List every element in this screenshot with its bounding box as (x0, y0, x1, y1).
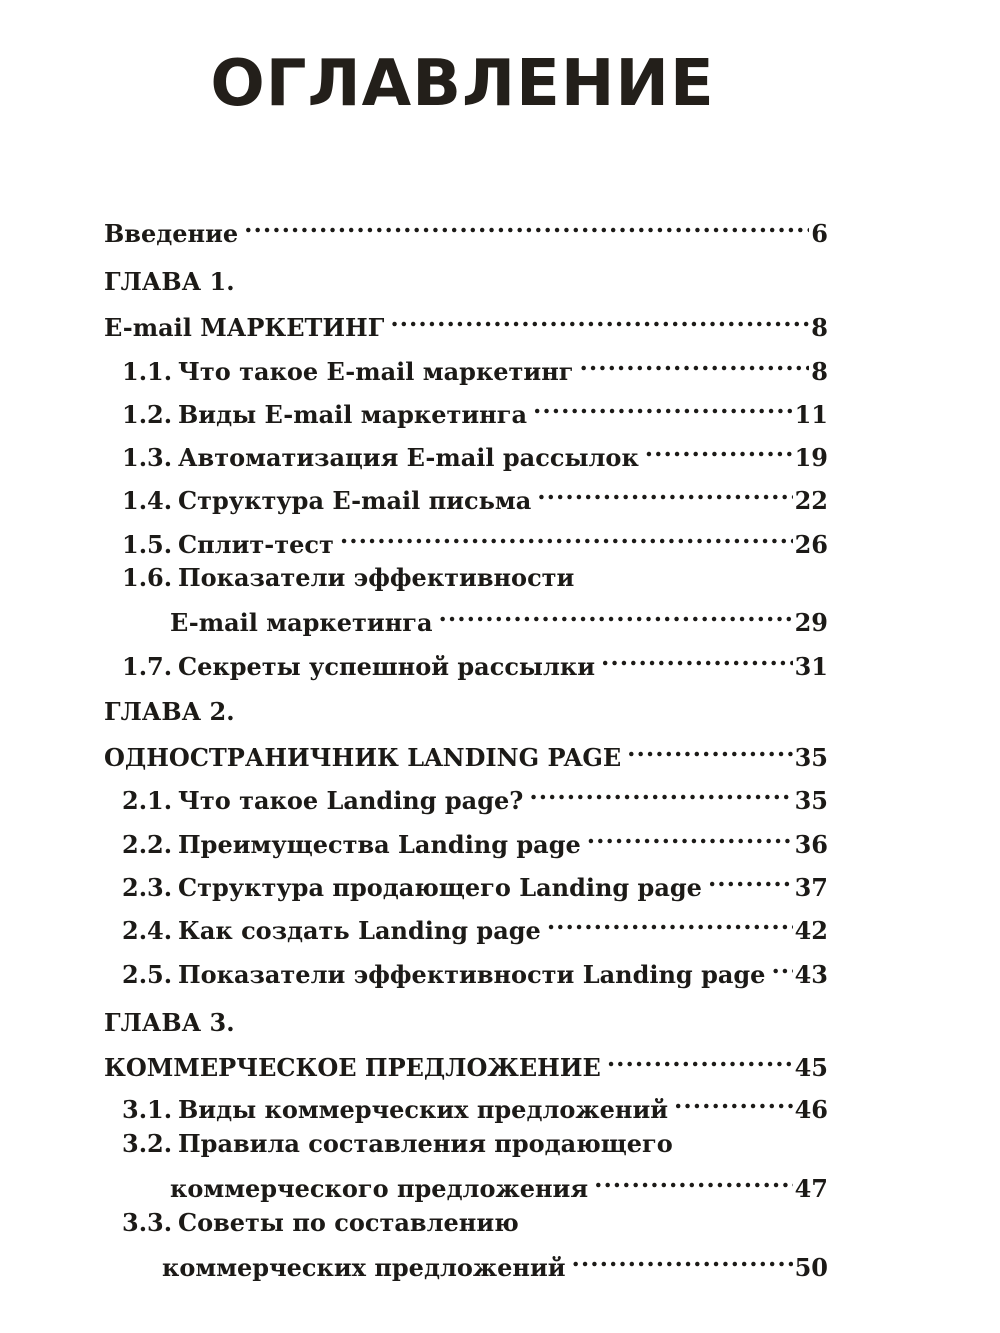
leader-dots (572, 1240, 793, 1276)
leader-dots (537, 473, 792, 509)
section-title: Секреты успешной рассылки (178, 652, 596, 681)
toc-chapter-1[interactable] (104, 300, 828, 342)
section-title: Что такое Landing page? (178, 786, 524, 815)
section-number: 3.2. (122, 1129, 173, 1158)
leader-dots (674, 1082, 793, 1118)
toc-section[interactable] (104, 860, 828, 902)
toc-entry-title: Введение (104, 219, 239, 248)
toc-entry-page: 6 (811, 219, 828, 248)
toc-entry-page: 35 (794, 786, 828, 815)
toc-section-continuation[interactable] (170, 595, 828, 637)
leader-dots (601, 639, 793, 675)
toc-section[interactable] (104, 947, 828, 989)
section-number: 2.2. (122, 830, 173, 859)
section-number: 2.3. (122, 873, 173, 902)
section-title: Советы по составлению (178, 1208, 519, 1237)
toc-entry-page: 42 (794, 916, 828, 945)
section-number: 1.6. (122, 563, 173, 592)
toc-entry-page: 35 (794, 743, 828, 772)
section-title: Автоматизация E-mail рассылок (178, 443, 639, 472)
chapter-title: КОММЕРЧЕСКОЕ ПРЕДЛОЖЕНИЕ (104, 1053, 601, 1082)
section-title: Виды коммерческих предложений (178, 1095, 669, 1124)
leader-dots (771, 947, 792, 983)
toc-chapter-2[interactable] (104, 730, 828, 772)
leader-dots (587, 817, 793, 853)
toc-entry-page: 29 (794, 608, 828, 637)
leader-dots (580, 344, 810, 380)
leader-dots (529, 773, 792, 809)
section-number: 2.1. (122, 786, 173, 815)
toc-section[interactable] (104, 430, 828, 472)
toc-entry-page: 8 (811, 313, 828, 342)
section-title-continued: коммерческого предложения (170, 1174, 589, 1203)
toc-section[interactable] (104, 517, 828, 559)
toc-entry-page: 22 (794, 486, 828, 515)
section-number: 2.4. (122, 916, 173, 945)
section-title: Как создать Landing page (178, 916, 541, 945)
section-title: Виды E-mail маркетинга (178, 400, 528, 429)
toc-section[interactable] (104, 560, 828, 596)
toc-entry-page: 31 (794, 652, 828, 681)
toc-entry-page: 19 (794, 443, 828, 472)
page-title: ОГЛАВЛЕНИЕ (210, 47, 715, 121)
leader-dots (533, 387, 793, 423)
toc-section[interactable] (104, 473, 828, 515)
section-number: 1.2. (122, 400, 173, 429)
toc-section[interactable] (104, 1126, 828, 1162)
section-number: 3.3. (122, 1208, 173, 1237)
toc-section-continuation[interactable] (170, 1161, 828, 1203)
leader-dots (340, 517, 793, 553)
section-title: Структура продающего Landing page (178, 873, 702, 902)
toc-section[interactable] (104, 817, 828, 859)
toc-entry-intro[interactable] (104, 206, 828, 248)
section-number: 1.3. (122, 443, 173, 472)
toc-entry-page: 43 (794, 960, 828, 989)
section-number: 1.5. (122, 530, 173, 559)
section-number: 2.5. (122, 960, 173, 989)
toc-entry-page: 50 (794, 1253, 828, 1282)
section-title: Структура E-mail письма (178, 486, 532, 515)
chapter-title: E-mail МАРКЕТИНГ (104, 313, 385, 342)
section-number: 1.7. (122, 652, 173, 681)
chapter-title: ОДНОСТРАНИЧНИК LANDING PAGE (104, 743, 622, 772)
toc-section[interactable] (104, 903, 828, 945)
toc-entry-page: 47 (794, 1174, 828, 1203)
toc-entry-page: 37 (794, 873, 828, 902)
chapter-label: ГЛАВА 1. (104, 267, 235, 296)
toc-section[interactable] (104, 1082, 828, 1124)
leader-dots (645, 430, 793, 466)
toc-chapter-3[interactable] (104, 1040, 828, 1082)
section-title: Что такое E-mail маркетинг (178, 357, 574, 386)
section-title: Правила составления продающего (178, 1129, 673, 1158)
leader-dots (390, 300, 809, 336)
toc-entry-page: 36 (794, 830, 828, 859)
toc-section[interactable] (104, 773, 828, 815)
toc-entry-page: 46 (794, 1095, 828, 1124)
section-number: 1.1. (122, 357, 173, 386)
toc-entry-page: 26 (794, 530, 828, 559)
section-title: Сплит-тест (178, 530, 334, 559)
chapter-label: ГЛАВА 2. (104, 697, 235, 726)
toc-entry-page: 8 (811, 357, 828, 386)
toc-section[interactable] (104, 387, 828, 429)
leader-dots (627, 730, 792, 766)
toc-entry-page: 45 (794, 1053, 828, 1082)
leader-dots (244, 206, 809, 242)
toc-section[interactable] (104, 639, 828, 681)
toc-section[interactable] (104, 1205, 828, 1241)
leader-dots (708, 860, 793, 896)
toc-section[interactable] (104, 344, 828, 386)
section-title: Преимущества Landing page (178, 830, 581, 859)
section-number: 3.1. (122, 1095, 173, 1124)
toc-section-continuation[interactable] (162, 1240, 828, 1282)
section-number: 1.4. (122, 486, 173, 515)
leader-dots (594, 1161, 793, 1197)
leader-dots (607, 1040, 793, 1076)
section-title-continued: E-mail маркетинга (170, 608, 433, 637)
section-title: Показатели эффективности Landing page (178, 960, 766, 989)
section-title-continued: коммерческих предложений (162, 1253, 566, 1282)
leader-dots (547, 903, 793, 939)
toc-entry-page: 11 (794, 400, 828, 429)
section-title: Показатели эффективности (178, 563, 575, 592)
chapter-label: ГЛАВА 3. (104, 1008, 235, 1037)
leader-dots (439, 595, 793, 631)
